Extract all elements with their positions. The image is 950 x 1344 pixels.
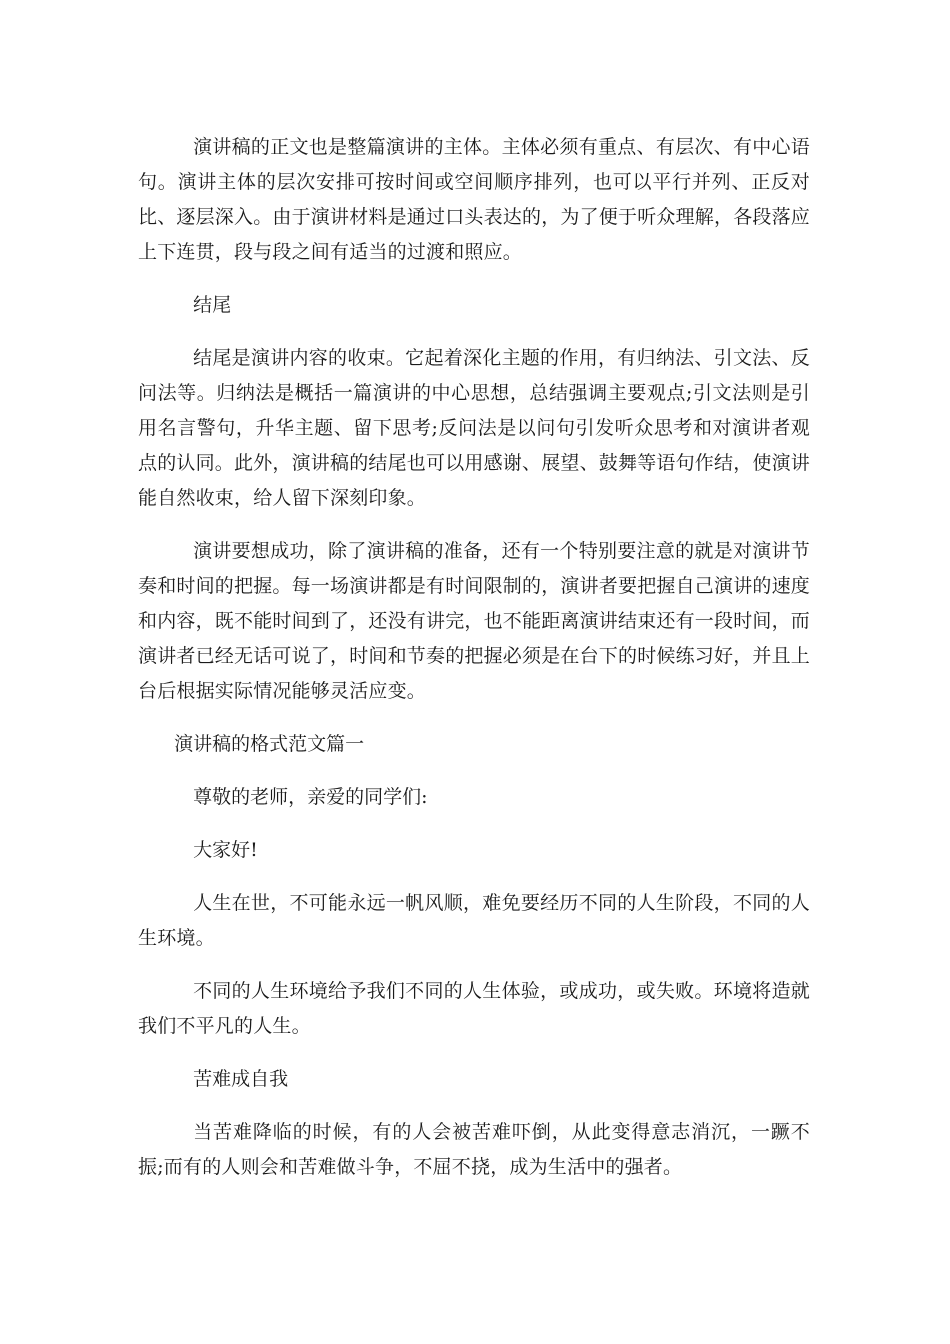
paragraph-environment: 不同的人生环境给予我们不同的人生体验，或成功，或失败。环境将造就我们不平凡的人生。 xyxy=(138,980,810,1037)
sample-title: 演讲稿的格式范文篇一 xyxy=(174,733,365,755)
hello-line: 大家好! xyxy=(193,839,258,861)
paragraph-ending: 结尾是演讲内容的收束。它起着深化主题的作用，有归纳法、引文法、反问法等。归纳法是概括一篇演讲的中心思想，总结强调主要观点;引文法则是引用名言警句，升华主题、留下思考;反问法是以问句引发听众思考和对演讲者观点的认同。此外，演讲稿的结尾也可以用感谢、展望、鼓舞等语句作结，使演讲能自然收束，给人留下深刻印象。 xyxy=(138,347,811,509)
paragraph-hardship: 当苦难降临的时候，有的人会被苦难吓倒，从此变得意志消沉，一蹶不振;而有的人则会和苦难做斗争，不屈不挠，成为生活中的强者。 xyxy=(138,1121,810,1178)
section-heading-hardship: 苦难成自我 xyxy=(193,1068,289,1090)
paragraph-speech-body: 演讲稿的正文也是整篇演讲的主体。主体必须有重点、有层次、有中心语句。演讲主体的层次安排可按时间或空间顺序排列，也可以平行并列、正反对比、逐层深入。由于演讲材料是通过口头表达的，为了便于听众理解，各段落应上下连贯，段与段之间有适当的过渡和照应。 xyxy=(138,136,811,263)
document-page xyxy=(138,130,810,1185)
greeting-line: 尊敬的老师，亲爱的同学们: xyxy=(193,786,428,808)
paragraph-timing: 演讲要想成功，除了演讲稿的准备，还有一个特别要注意的就是对演讲节奏和时间的把握。每一场演讲都是有时间限制的，演讲者要把握自己演讲的速度和内容，既不能时间到了，还没有讲完，也不能距离演讲结束还有一段时间，而演讲者已经无话可说了，时间和节奏的把握必须是在台下的时候练习好，并且上台后根据实际情况能够灵活应变。 xyxy=(138,540,811,702)
paragraph-life: 人生在世，不可能永远一帆风顺，难免要经历不同的人生阶段，不同的人生环境。 xyxy=(138,892,810,949)
section-heading-ending: 结尾 xyxy=(193,294,232,316)
